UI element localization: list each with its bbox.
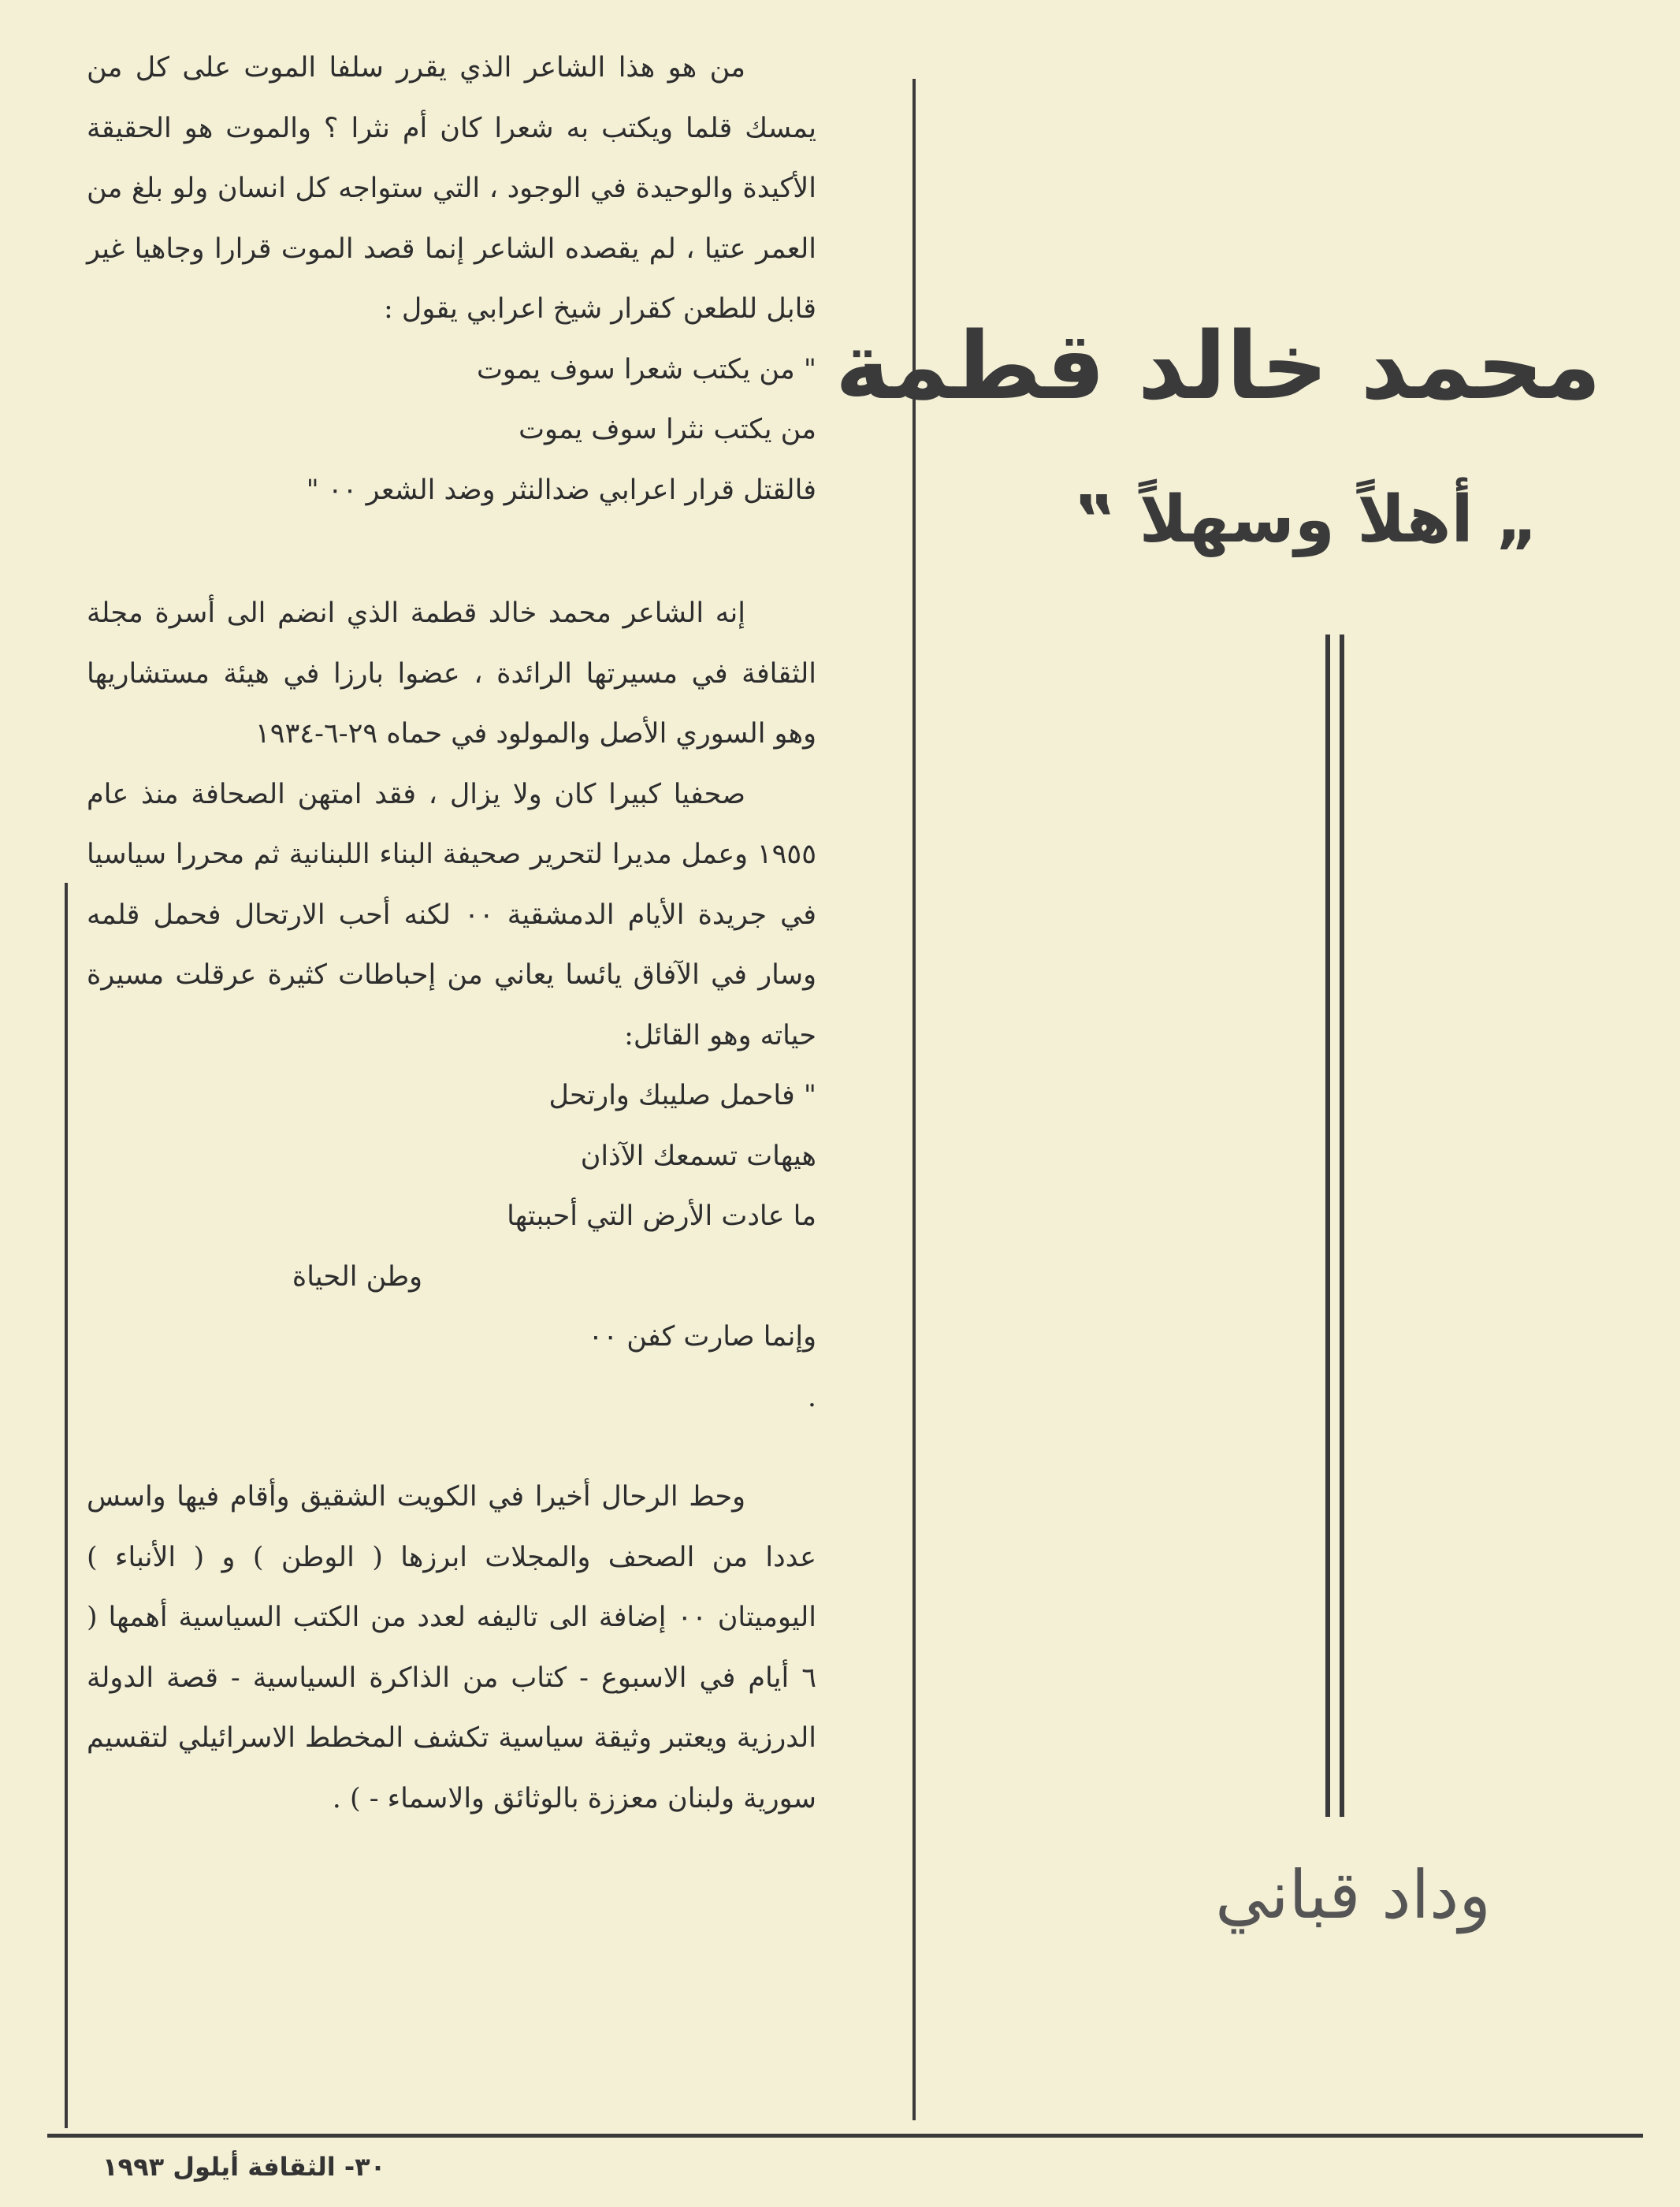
poem-line: فالقتل قرار اعرابي ضدالنثر وضد الشعر ٠٠ " bbox=[306, 474, 816, 506]
poem-line: ما عادت الأرض التي أحببتها bbox=[507, 1200, 816, 1232]
quote-poem-2 bbox=[87, 1066, 816, 1427]
paragraph-kuwait: وحط الرحال أخيرا في الكويت الشقيق وأقام فيها واسس عددا من الصحف والمجلات ابرزها ( الوطن ) و ( الأنباء ) اليوميتان ٠٠ إضافة الى تاليفه لعدد من الكتب السياسية أهمها ( ٦ أيام في الاسبوع - كتاب من الذاكرة السياسية - قصة الدولة الدرزية ويعتبر وثيقة سياسية تكشف المخطط الاسرائيلي لتقسيم سورية ولبنان معززة بالوثائق والاسماء - ) . bbox=[87, 1481, 816, 1814]
poem-line: " من يكتب شعرا سوف يموت bbox=[476, 353, 816, 385]
article-title: محمد خالد قطمة bbox=[834, 311, 1601, 420]
poem-line: وإنما صارت كفن ٠٠ bbox=[588, 1321, 816, 1353]
paragraph-intro: من هو هذا الشاعر الذي يقرر سلفا الموت على كل من يمسك قلما ويكتب به شعرا كان أم نثرا ؟ والموت هو الحقيقة الأكيدة والوحيدة في الوجود ، التي ستواجه كل انسان ولو بلغ من العمر عتيا ، لم يقصده الشاعر إنما قصد الموت قرارا وجاهيا غير قابل للطعن كقرار شيخ اعرابي يقول : bbox=[87, 52, 816, 325]
quote-poem-1 bbox=[87, 340, 816, 521]
poem-line: وطن الحياة bbox=[292, 1260, 422, 1293]
poem-line: هيهات تسمعك الآذان bbox=[580, 1140, 816, 1172]
footer-rule bbox=[47, 2134, 1643, 2138]
decorative-double-line-left bbox=[1325, 635, 1330, 1817]
page-footer: ٣٠- الثقافة أيلول ١٩٩٣ bbox=[102, 2152, 386, 2182]
spacer bbox=[87, 1427, 816, 1467]
poem-line: " فاحمل صليبك وارتحل bbox=[548, 1080, 816, 1111]
spacer bbox=[87, 520, 816, 583]
column-divider-left bbox=[65, 883, 68, 2128]
article-body bbox=[87, 38, 816, 1829]
poem-line: من يكتب نثرا سوف يموت bbox=[518, 414, 816, 445]
paragraph-career: صحفيا كبيرا كان ولا يزال ، فقد امتهن الصحافة منذ عام ١٩٥٥ وعمل مديرا لتحرير صحيفة البناء اللبنانية ثم محررا سياسيا في جريدة الأيام الدمشقية ٠٠ لكنه أحب الارتحال فحمل قلمه وسار في الآفاق يائسا يعاني من إحباطات كثيرة عرقلت مسيرة حياته وهو القائل: bbox=[87, 778, 816, 1051]
paragraph-bio: إنه الشاعر محمد خالد قطمة الذي انضم الى أسرة مجلة الثقافة في مسيرتها الرائدة ، عضوا بارزا في هيئة مستشاريها وهو السوري الأصل والمولود في حماه ٢٩-٦-١٩٣٤ bbox=[87, 597, 816, 750]
article-subtitle: „ أهلاً وسهلاً ‟ bbox=[1074, 482, 1538, 557]
poem-line: . bbox=[807, 1381, 816, 1413]
decorative-double-line-right bbox=[1340, 635, 1344, 1817]
author-name: وداد قباني bbox=[1215, 1856, 1491, 1933]
